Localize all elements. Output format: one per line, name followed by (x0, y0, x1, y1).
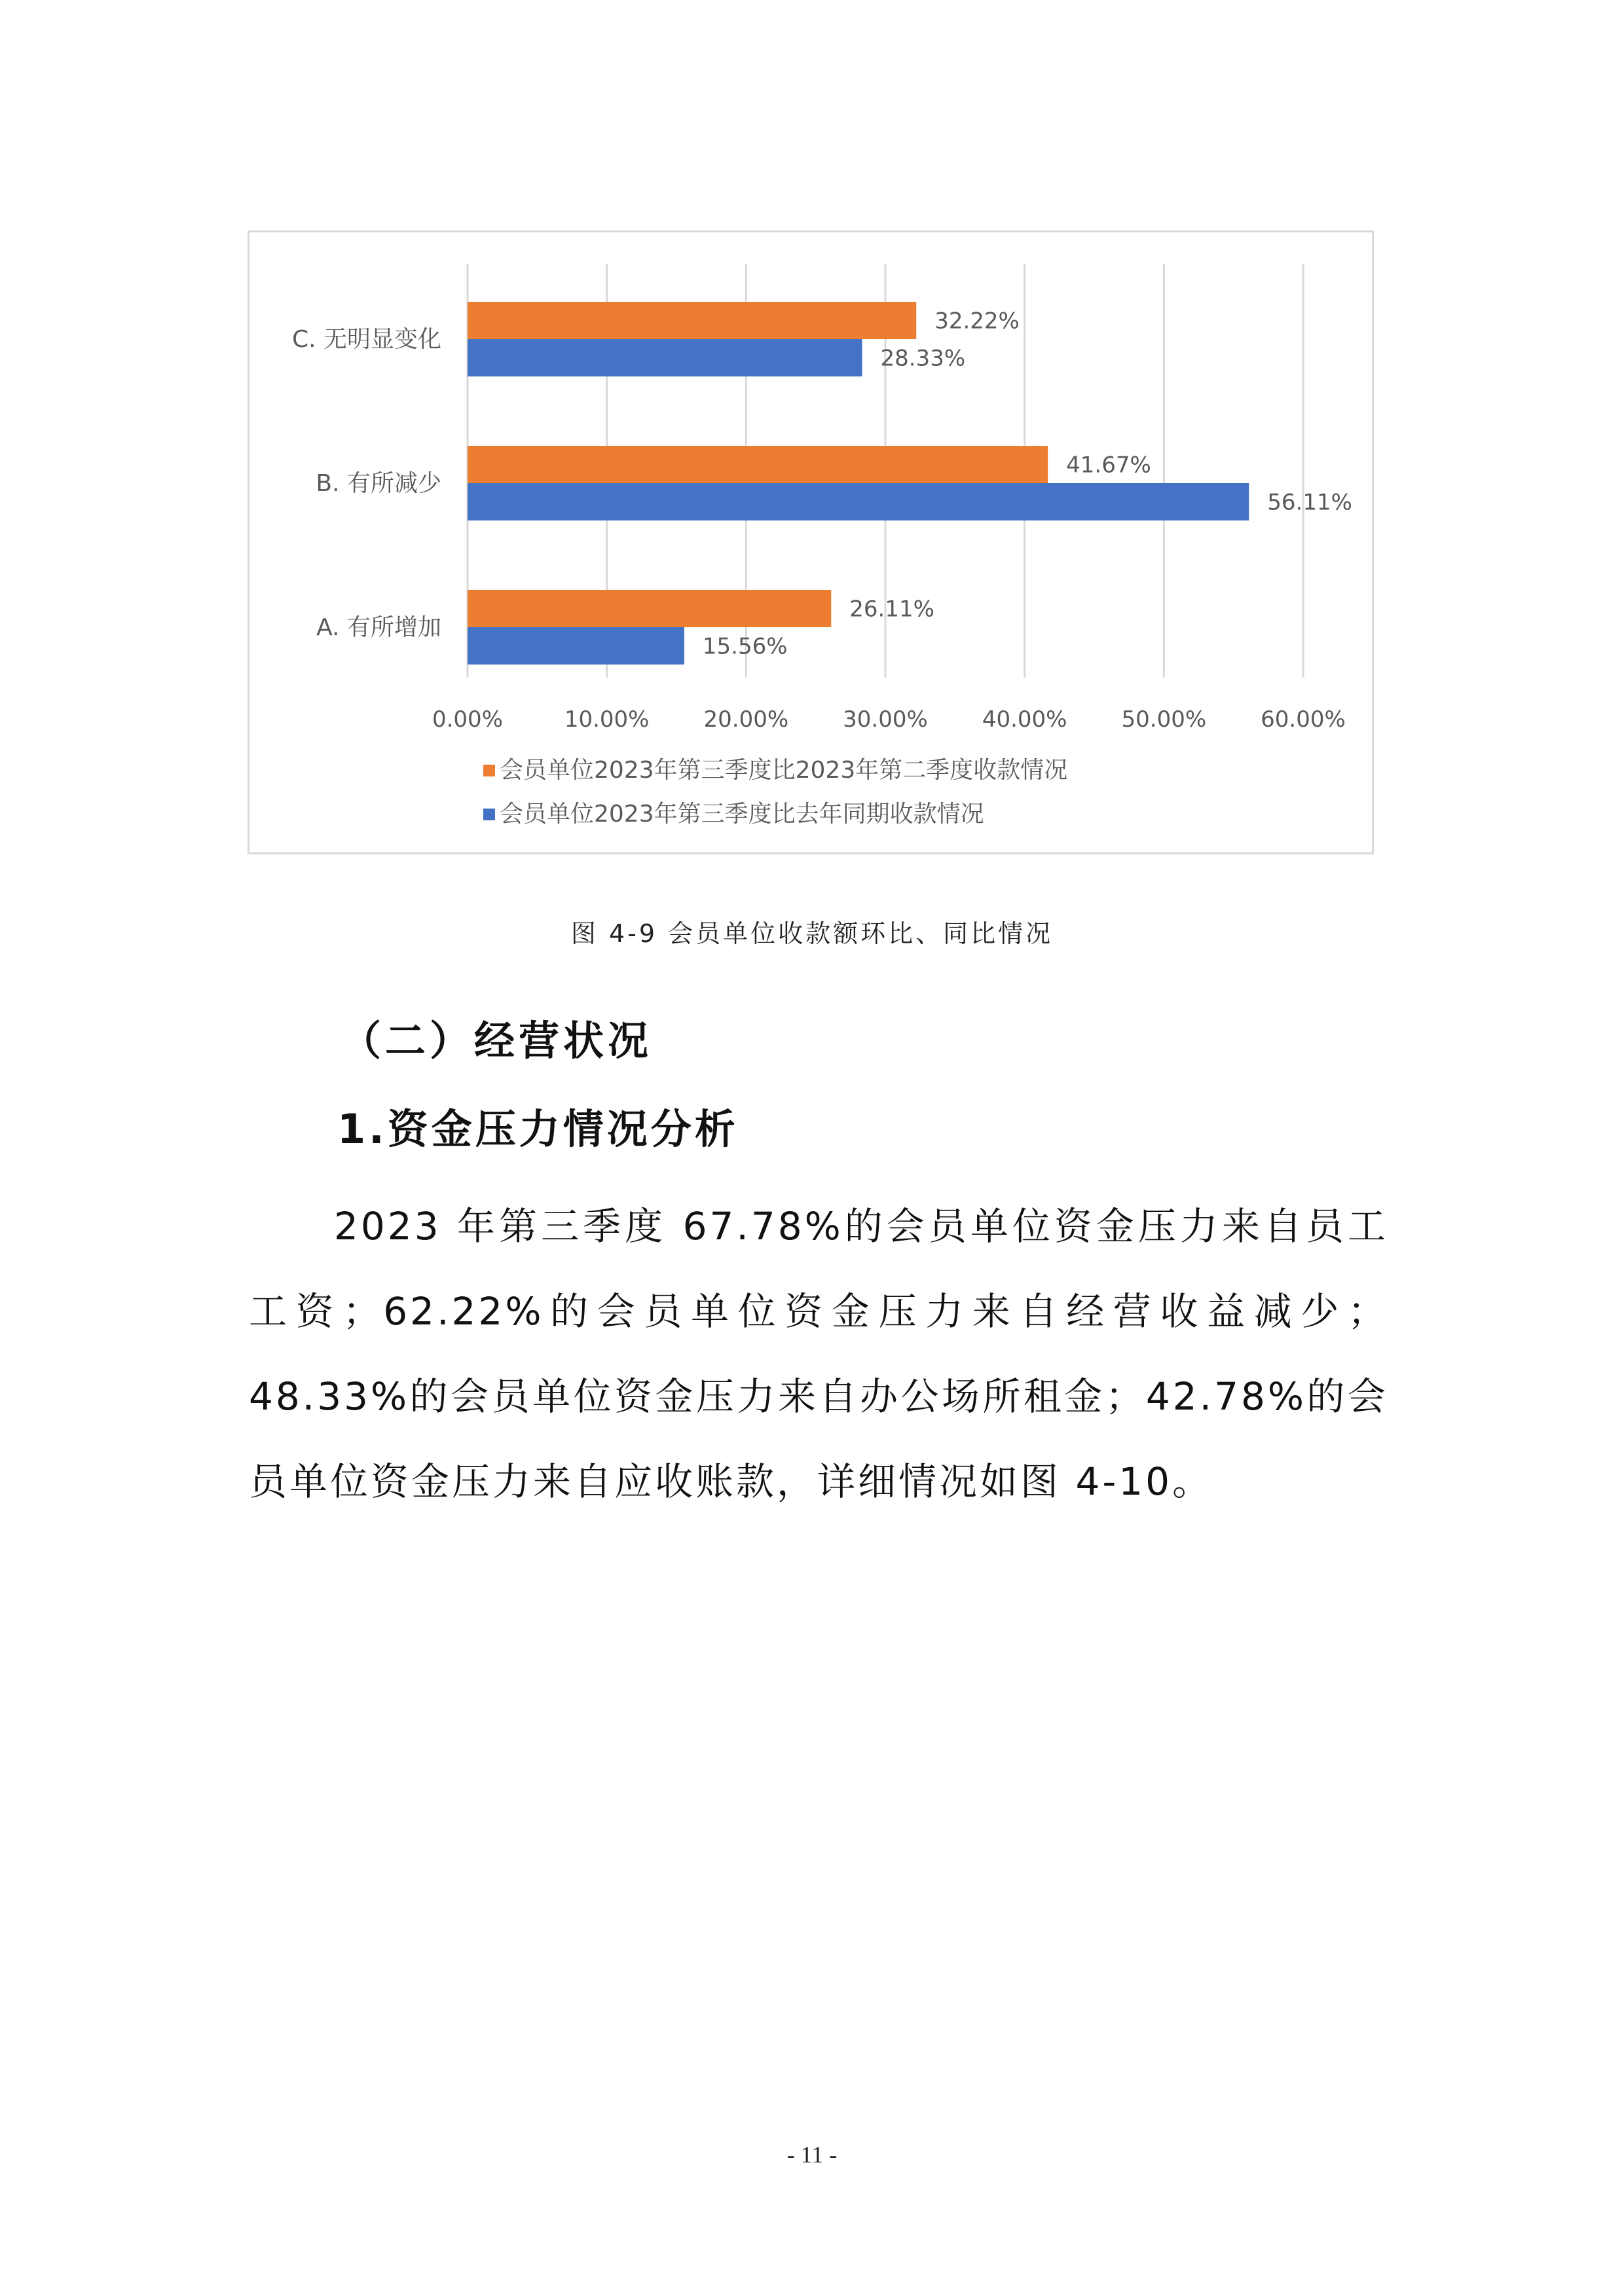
data-label: 32.22% (934, 308, 1020, 335)
x-tick-label: 30.00% (843, 706, 928, 733)
legend-label: 会员单位2023年第三季度比2023年第二季度收款情况 (500, 757, 1068, 784)
section-heading: （二）经营状况 (341, 1017, 653, 1065)
legend-label: 会员单位2023年第三季度比去年同期收款情况 (500, 801, 984, 828)
figure-caption: 图 4-9 会员单位收款额环比、同比情况 (570, 919, 1054, 948)
data-label: 28.33% (880, 345, 966, 372)
data-label: 41.67% (1066, 452, 1151, 479)
x-tick-label: 40.00% (982, 706, 1067, 733)
bar (468, 339, 862, 376)
bar (468, 483, 1249, 520)
data-label: 26.11% (849, 596, 934, 623)
x-tick-label: 50.00% (1121, 706, 1207, 733)
x-tick-label: 10.00% (564, 706, 650, 733)
category-label: B. 有所减少 (316, 470, 441, 497)
bar (468, 590, 831, 627)
x-tick-label: 20.00% (703, 706, 789, 733)
x-tick-label: 60.00% (1261, 706, 1346, 733)
chart-svg (249, 232, 1372, 852)
legend-swatch (483, 765, 495, 776)
x-tick-label: 0.00% (432, 706, 504, 733)
bar (468, 627, 684, 665)
category-label: C. 无明显变化 (291, 326, 441, 353)
subsection-heading: 1.资金压力情况分析 (337, 1105, 739, 1153)
body-paragraph: 2023 年第三季度 67.78%的会员单位资金压力来自员工工资；62.22%的会员单位资金压力来自经营收益减少；48.33%的会员单位资金压力来自办公场所租金；42.78%的会员单位资金压力来自应收账款，详细情况如图 4-10。 (249, 1204, 1388, 1504)
data-label: 15.56% (702, 633, 788, 660)
data-label: 56.11% (1267, 489, 1352, 516)
page-number: - 11 - (786, 2141, 838, 2168)
bar (468, 446, 1048, 483)
category-label: A. 有所增加 (316, 614, 441, 641)
legend-swatch (483, 809, 495, 820)
bar (468, 302, 916, 339)
bar-chart (248, 230, 1374, 854)
